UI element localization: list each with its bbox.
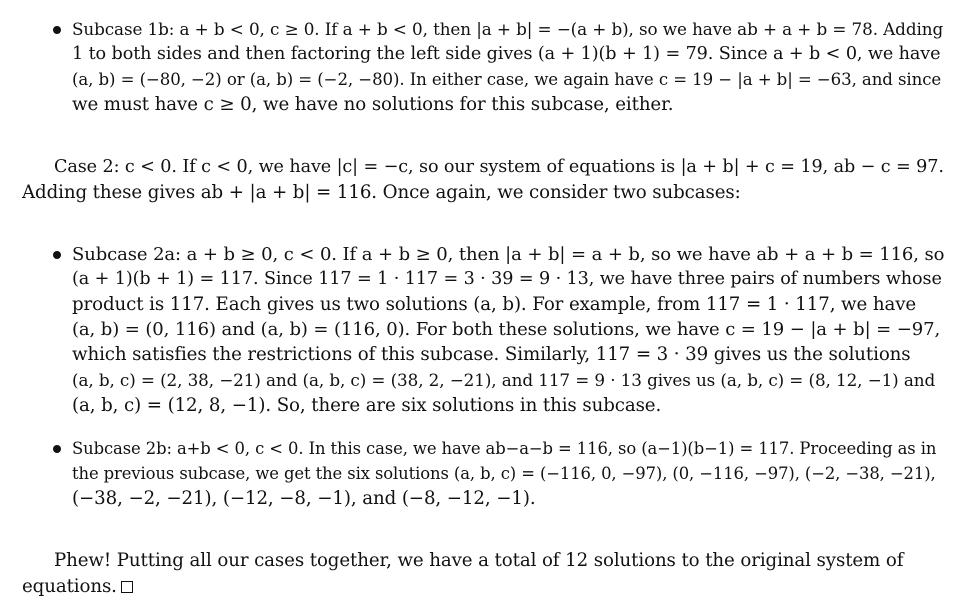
text-line: (a, b) = (0, 116) and (a, b) = (116, 0). For both these solutions, we have c = 19 − |a + b| = −97, [72, 319, 941, 340]
text-line: product is 117. Each gives us two solutions (a, b). For example, from 117 = 1 · 117, we have [72, 294, 917, 315]
text-line: (a, b) = (−80, −2) or (a, b) = (−2, −80). In either case, we again have c = 19 − |a + b| = −63, and since [72, 70, 942, 89]
text-line: we must have c ≥ 0, we have no solutions for this subcase, either. [72, 94, 674, 115]
bullet-marker [53, 26, 61, 34]
text-line: (a, b, c) = (2, 38, −21) and (a, b, c) = (38, 2, −21), and 117 = 9 · 13 gives us (a, b, c) = (8, 12, −1) and [72, 370, 936, 390]
text-line: Adding these gives ab + |a + b| = 116. Once again, we consider two subcases: [22, 182, 741, 203]
text-line: which satisfies the restrictions of this subcase. Similarly, 117 = 3 · 39 gives us the solutions [72, 344, 911, 365]
text-line: Subcase 1b: a + b < 0, c ≥ 0. If a + b < 0, then |a + b| = −(a + b), so we have ab + a + b = 78. Adding [72, 19, 944, 39]
text-line: (−38, −2, −21), (−12, −8, −1), and (−8, −12, −1). [72, 488, 536, 509]
text-line: Subcase 2a: a + b ≥ 0, c < 0. If a + b ≥ 0, then |a + b| = a + b, so we have ab + a + b = 116, so [72, 244, 945, 265]
bullet-marker [53, 251, 61, 259]
text-line: the previous subcase, we get the six solutions (a, b, c) = (−116, 0, −97), (0, −116, −97), (−2, −38, −21), [72, 464, 936, 483]
text-line: equations. [22, 576, 117, 597]
bullet-marker [53, 445, 61, 453]
text-line: Subcase 2b: a+b < 0, c < 0. In this case, we have ab−a−b = 116, so (a−1)(b−1) = 117. Proceeding as in [72, 439, 937, 458]
text-line: (a + 1)(b + 1) = 117. Since 117 = 1 · 117 = 3 · 39 = 9 · 13, we have three pairs of numbers whose [72, 269, 942, 289]
text-line: 1 to both sides and then factoring the left side gives (a + 1)(b + 1) = 79. Since a + b < 0, we have [72, 44, 941, 64]
text-line-last [22, 574, 133, 599]
text-line: Phew! Putting all our cases together, we have a total of 12 solutions to the original system of [54, 550, 904, 571]
text-line: (a, b, c) = (12, 8, −1). So, there are six solutions in this subcase. [72, 395, 662, 416]
text-line: Case 2: c < 0. If c < 0, we have |c| = −c, so our system of equations is |a + b| + c = 19, ab − c = 97. [54, 157, 944, 177]
qed-square-icon [121, 581, 133, 593]
